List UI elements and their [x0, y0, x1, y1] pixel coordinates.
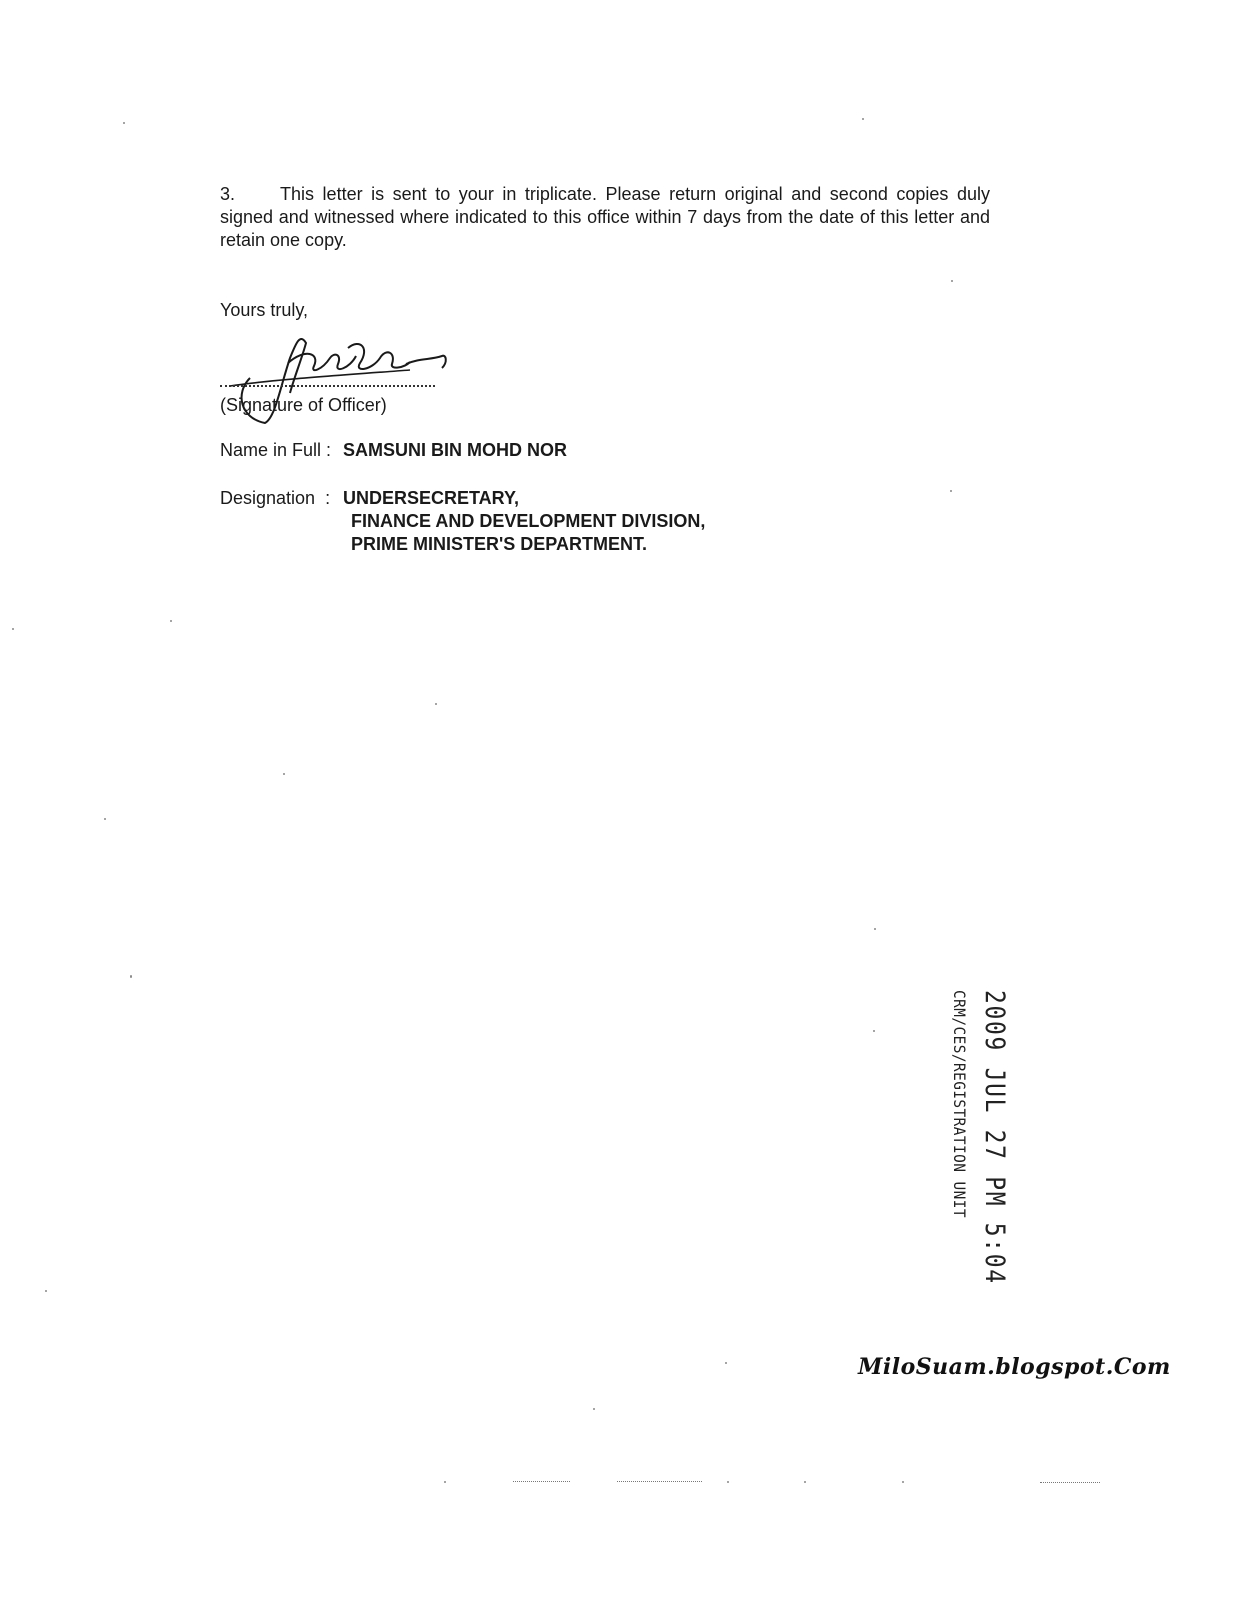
name-row	[220, 439, 567, 462]
scan-speck	[104, 818, 106, 820]
scan-speck	[170, 620, 172, 622]
received-stamp	[950, 990, 1010, 1285]
scan-speck	[874, 928, 876, 930]
designation-line-3: PRIME MINISTER'S DEPARTMENT.	[351, 534, 647, 554]
paragraph-number: 3.	[220, 184, 236, 204]
signature-line	[220, 385, 435, 387]
designation-row	[220, 487, 519, 510]
scan-dash	[1040, 1482, 1100, 1484]
designation-label: Designation :	[220, 488, 331, 508]
scan-speck	[435, 703, 437, 705]
scan-speck	[725, 1362, 727, 1364]
designation-line-1: UNDERSECRETARY,	[343, 488, 520, 508]
name-value: SAMSUNI BIN MOHD NOR	[343, 440, 567, 460]
scan-dash	[617, 1481, 702, 1483]
scan-speck	[873, 1030, 875, 1032]
paragraph-text: This letter is sent to your in triplicate. Please return original and second copies duly signed and witnessed where indicated to this office within 7 days from the date of this letter and retain one copy.	[220, 184, 990, 250]
scan-speck	[123, 122, 125, 124]
signature-caption: (Signature of Officer)	[220, 395, 387, 415]
scan-speck	[727, 1481, 729, 1483]
scan-dash	[513, 1481, 570, 1483]
scan-speck	[12, 628, 14, 630]
stamp-date-time: 2009 JUL 27 PM 5:04	[979, 990, 1010, 1285]
blog-watermark: MiloSuam.blogspot.Com	[858, 1354, 1171, 1380]
scan-speck	[593, 1408, 595, 1410]
scan-speck	[45, 1290, 47, 1292]
closing-salutation: Yours truly,	[220, 300, 309, 320]
scan-speck	[950, 490, 952, 492]
stamp-unit: CRM/CES/REGISTRATION UNIT	[950, 990, 969, 1218]
scan-speck	[902, 1481, 904, 1483]
scan-speck	[862, 118, 864, 120]
scan-speck	[444, 1481, 446, 1483]
designation-line-2: FINANCE AND DEVELOPMENT DIVISION,	[351, 511, 706, 531]
scan-speck	[130, 975, 132, 978]
scan-speck	[804, 1481, 806, 1483]
scan-speck	[283, 773, 285, 775]
paragraph-3	[220, 183, 990, 252]
designation-continuation	[351, 510, 705, 556]
name-label: Name in Full :	[220, 440, 332, 460]
scan-speck	[951, 280, 953, 282]
